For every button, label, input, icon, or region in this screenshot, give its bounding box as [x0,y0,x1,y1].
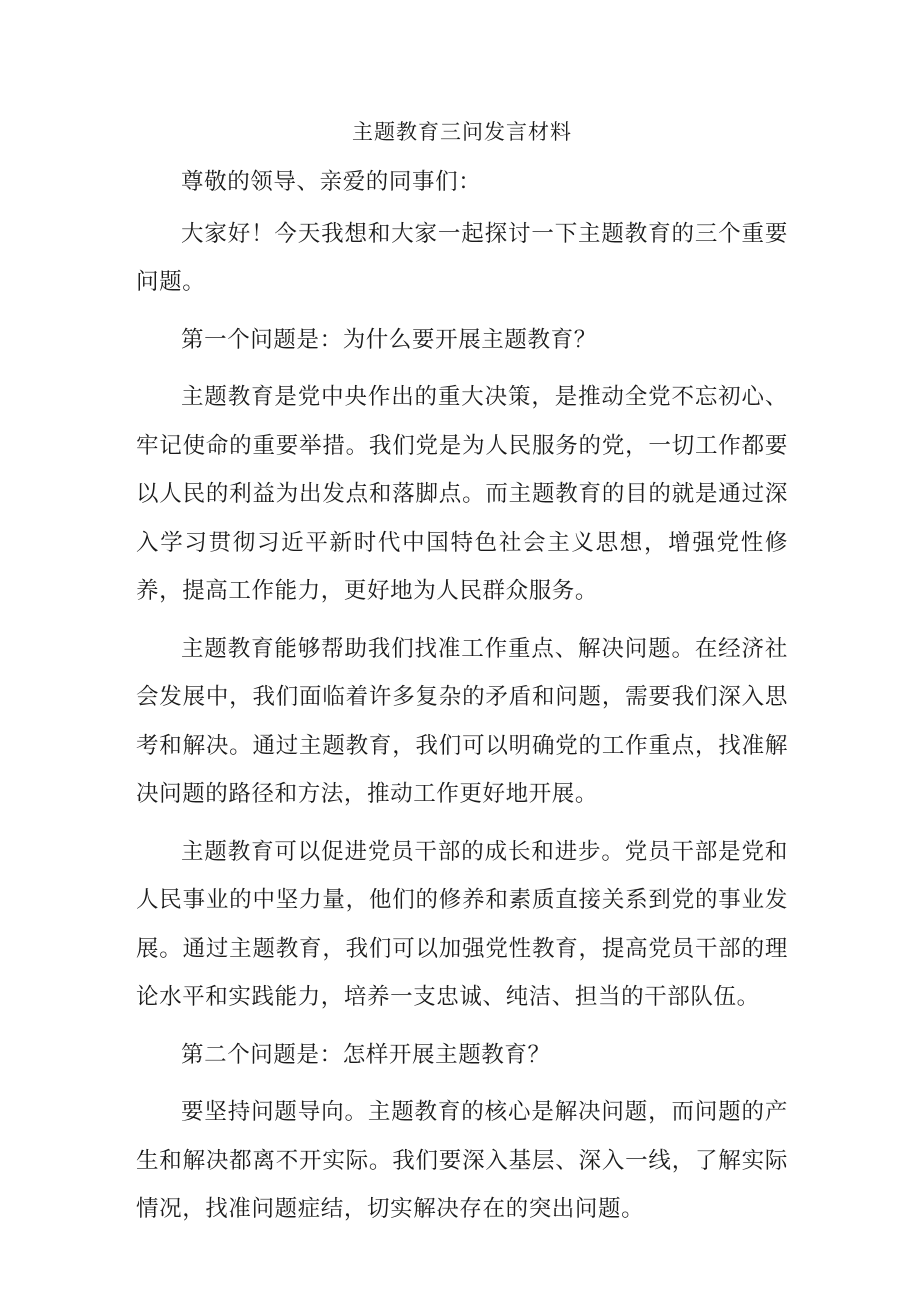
document-page [136,112,788,1243]
paragraph-growth: 主题教育可以促进党员干部的成长和进步。党员干部是党和人民事业的中坚力量，他们的修养和素质直接关系到党的事业发展。通过主题教育，我们可以加强党性教育，提高党员干部的理论水平和实践能力，培养一支忠诚、纯洁、担当的干部队伍。 [136,838,788,1010]
paragraph-purpose: 主题教育是党中央作出的重大决策，是推动全党不忘初心、牢记使命的重要举措。我们党是为人民服务的党，一切工作都要以人民的利益为出发点和落脚点。而主题教育的目的就是通过深入学习贯彻习近平新时代中国特色社会主义思想，增强党性修养，提高工作能力，更好地为人民群众服务。 [136,384,788,604]
salutation: 尊敬的领导、亲爱的同事们： [181,169,482,195]
question-two-heading: 第二个问题是：怎样开展主题教育？ [181,1041,551,1068]
document-title: 主题教育三问发言材料 [352,120,572,144]
paragraph-problem-oriented: 要坚持问题导向。主题教育的核心是解决问题，而问题的产生和解决都离不开实际。我们要深入基层、深入一线，了解实际情况，找准问题症结，切实解决存在的突出问题。 [136,1099,788,1222]
question-one-heading: 第一个问题是：为什么要开展主题教育？ [181,326,597,353]
paragraph-focus: 主题教育能够帮助我们找准工作重点、解决问题。在经济社会发展中，我们面临着许多复杂的矛盾和问题，需要我们深入思考和解决。通过主题教育，我们可以明确党的工作重点，找准解决问题的路径和方法，推动工作更好地开展。 [136,635,788,807]
paragraph-greeting: 大家好！今天我想和大家一起探讨一下主题教育的三个重要问题。 [136,220,788,295]
